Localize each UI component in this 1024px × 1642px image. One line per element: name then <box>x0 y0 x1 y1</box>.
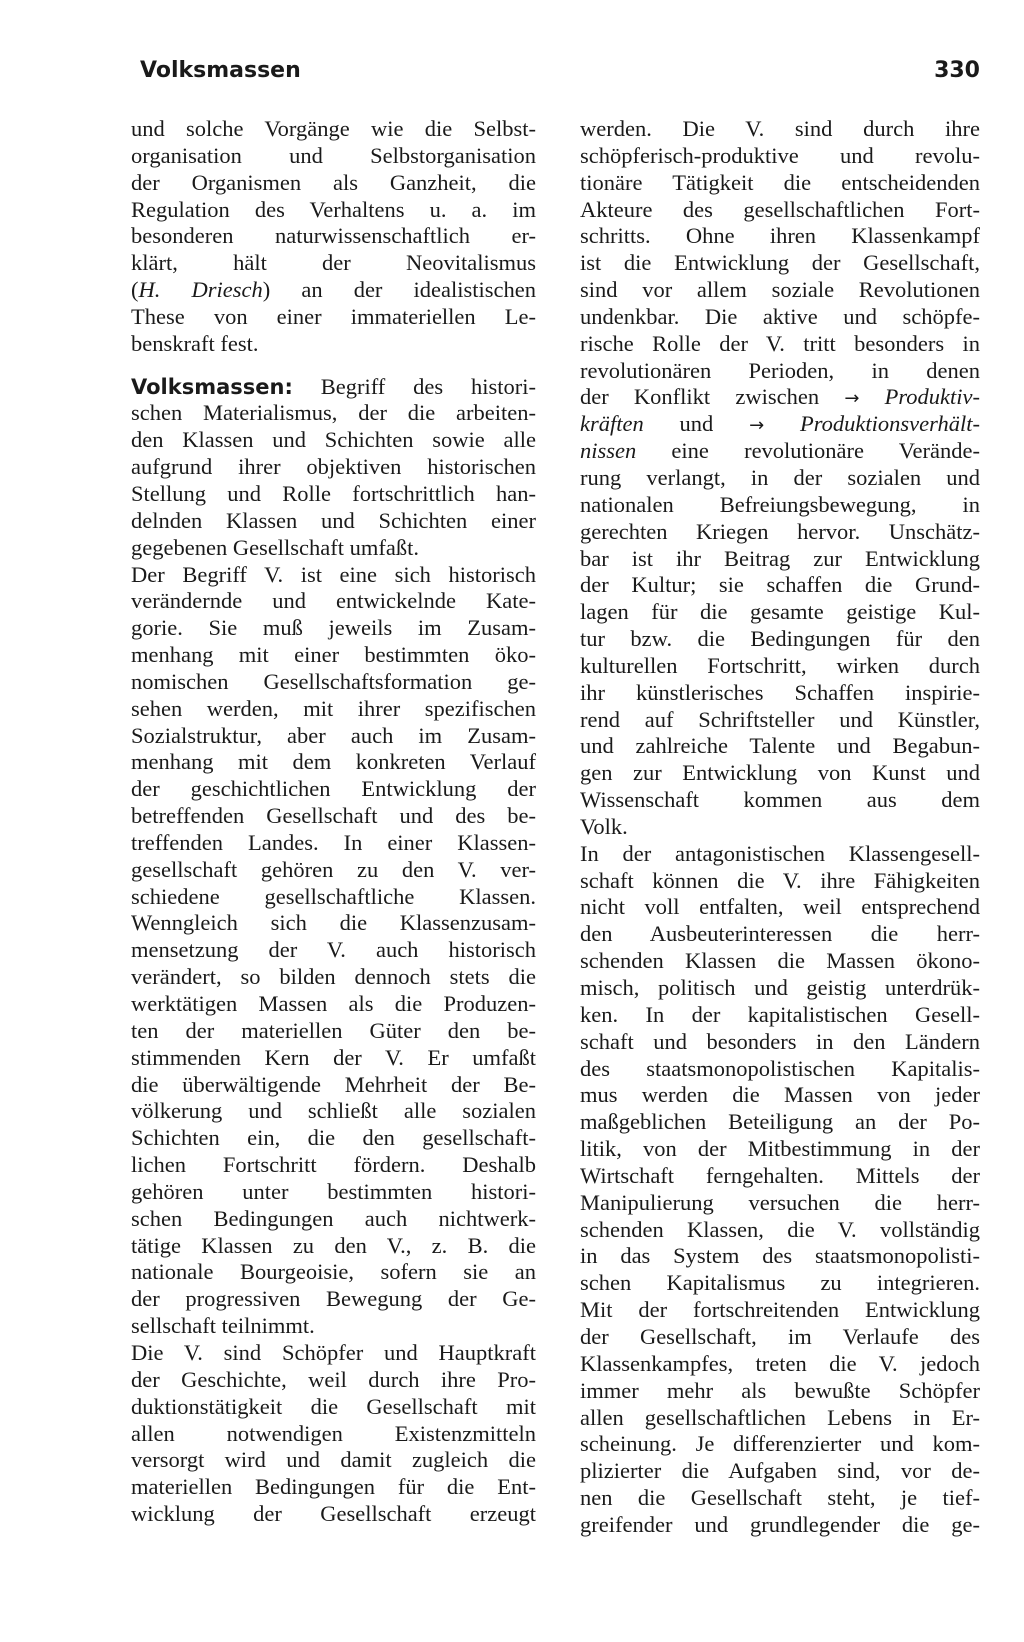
text-run: In der antagonistischen Klassengesell- <box>580 840 980 866</box>
text-run: sellschaft teilnimmt. <box>131 1313 315 1339</box>
text-line <box>131 1125 536 1152</box>
text-line <box>580 465 980 492</box>
text-line <box>131 1152 536 1179</box>
text-run: der geschichtlichen Entwicklung der <box>131 776 536 802</box>
text-run: verändernde und entwickelnde Kate- <box>131 588 536 614</box>
text-run: benskraft fest. <box>131 330 259 356</box>
text-line <box>580 358 980 385</box>
text-line <box>580 841 980 868</box>
text-line <box>131 723 536 750</box>
text-line <box>131 1259 536 1286</box>
text-run: und <box>643 411 750 437</box>
text-run: gerechten Kriegen hervor. Unschätz- <box>580 518 980 544</box>
text-line <box>131 857 536 884</box>
text-line <box>580 1243 980 1270</box>
italic-term: H. Driesch <box>138 277 263 303</box>
text-run: maßgeblichen Beteiligung an der Po- <box>580 1109 980 1135</box>
cross-reference-arrow-icon: → <box>844 388 860 410</box>
text-line <box>131 1286 536 1313</box>
text-run: betreffenden Gesellschaft und des be- <box>131 803 536 829</box>
running-head-title: Volksmassen <box>140 58 301 83</box>
text-line <box>580 304 980 331</box>
text-line <box>580 1002 980 1029</box>
cross-reference-arrow-icon: → <box>749 415 765 437</box>
text-line <box>580 197 980 224</box>
text-line <box>131 749 536 776</box>
text-line <box>580 599 980 626</box>
page-number: 330 <box>934 58 980 83</box>
text-run: gehören unter bestimmten histori- <box>131 1178 536 1204</box>
text-line <box>580 1082 980 1109</box>
text-line <box>580 894 980 921</box>
text-run: Begriff des histori- <box>292 373 536 399</box>
text-run: menhang mit dem konkreten Verlauf <box>131 749 536 775</box>
text-line <box>580 277 980 304</box>
text-line <box>580 733 980 760</box>
text-line <box>131 116 536 143</box>
text-line <box>131 1501 536 1528</box>
text-run: Manipulierung versuchen die herr- <box>580 1189 980 1215</box>
text-line <box>580 411 980 438</box>
text-run: Regulation des Verhaltens u. a. im <box>131 196 536 222</box>
text-line <box>131 1421 536 1448</box>
text-run: ( <box>131 277 139 303</box>
text-run <box>764 411 800 436</box>
text-run: misch, politisch und geistig unterdrük- <box>580 975 980 1000</box>
text-run: den Ausbeuterinteressen die herr- <box>580 921 980 947</box>
text-run <box>859 384 884 409</box>
text-line <box>580 680 980 707</box>
text-line <box>131 696 536 723</box>
italic-term: nissen <box>580 438 637 464</box>
text-line <box>580 814 980 841</box>
text-run: duktionstätigkeit die Gesellschaft mit <box>131 1393 536 1419</box>
text-line <box>131 1394 536 1421</box>
text-line <box>580 626 980 653</box>
text-run: schenden Klassen die Massen ökono- <box>580 948 980 974</box>
text-run: lagen für die gesamte geistige Kul- <box>580 599 980 625</box>
text-line <box>580 1431 980 1458</box>
text-run: Mit der fortschreitenden Entwicklung <box>580 1297 980 1323</box>
text-run: stimmenden Kern der V. Er umfaßt <box>131 1044 536 1070</box>
text-line <box>580 492 980 519</box>
text-line <box>131 277 536 304</box>
text-line <box>131 1179 536 1206</box>
text-run: organisation und Selbstorganisation <box>131 142 536 168</box>
text-line <box>580 116 980 143</box>
text-run: menhang mit einer bestimmten öko- <box>131 642 536 668</box>
text-run: den Klassen und Schichten sowie alle <box>131 427 536 453</box>
text-run: rische Rolle der V. tritt besonders in <box>580 330 980 356</box>
text-line <box>580 1297 980 1324</box>
text-line <box>131 562 536 589</box>
text-run: revolutionären Perioden, in denen <box>580 357 980 383</box>
text-run: nationalen Befreiungsbewegung, in <box>580 491 980 517</box>
text-run: und solche Vorgänge wie die Selbst- <box>131 116 536 141</box>
left-text-column <box>131 116 536 1528</box>
text-line <box>580 572 980 599</box>
text-line <box>131 170 536 197</box>
text-run: verändert, so bilden dennoch stets die <box>131 964 536 990</box>
text-line <box>580 170 980 197</box>
text-run: ten der materiellen Güter den be- <box>131 1017 536 1043</box>
text-line <box>131 1313 536 1340</box>
text-run: Die V. sind Schöpfer und Hauptkraft <box>131 1339 536 1365</box>
text-run: der progressiven Bewegung der Ge- <box>131 1286 536 1312</box>
text-run: litik, von der Mitbestimmung in der <box>580 1136 980 1162</box>
italic-term: Produktionsverhält- <box>800 411 980 437</box>
paragraph-gap <box>131 358 536 374</box>
text-run: treffenden Landes. In einer Klassen- <box>131 829 536 855</box>
text-run: der Kultur; sie schaffen die Grund- <box>580 572 980 598</box>
text-run: Volk. <box>580 813 628 839</box>
text-run: immer mehr als bewußte Schöpfer <box>580 1377 980 1403</box>
text-line <box>131 250 536 277</box>
text-line <box>131 400 536 427</box>
text-run: nen die Gesellschaft steht, je tief- <box>580 1485 980 1511</box>
text-line <box>131 803 536 830</box>
text-run: Der Begriff V. ist eine sich historisch <box>131 561 536 587</box>
text-line <box>580 250 980 277</box>
text-line <box>131 535 536 562</box>
text-line <box>131 964 536 991</box>
text-line <box>580 1136 980 1163</box>
text-line <box>580 1109 980 1136</box>
text-run: des staatsmonopolistischen Kapitalis- <box>580 1055 980 1081</box>
text-run: delnden Klassen und Schichten einer <box>131 507 536 533</box>
text-line <box>131 884 536 911</box>
text-line <box>131 1098 536 1125</box>
text-line <box>131 830 536 857</box>
text-run: wicklung der Gesellschaft erzeugt <box>131 1501 536 1527</box>
text-run: werktätigen Massen als die Produzen- <box>131 991 536 1016</box>
text-run: schaft und besonders in den Ländern <box>580 1028 980 1054</box>
text-line <box>131 669 536 696</box>
text-line <box>131 1447 536 1474</box>
text-run: These von einer immateriellen Le- <box>131 303 536 329</box>
text-run: schöpferisch-produktive und revolu- <box>580 142 980 168</box>
text-run: Schichten ein, die den gesellschaft- <box>131 1125 536 1151</box>
text-line <box>580 707 980 734</box>
text-run: Sozialstruktur, aber auch im Zusam- <box>131 722 536 748</box>
text-line <box>580 1485 980 1512</box>
text-line <box>131 642 536 669</box>
entry-headword: Volksmassen: <box>131 374 293 399</box>
text-line <box>580 1270 980 1297</box>
text-run: tätige Klassen zu den V., z. B. die <box>131 1232 536 1258</box>
text-run: nicht voll entfalten, weil entsprechend <box>580 894 980 920</box>
text-line <box>580 1217 980 1244</box>
text-run: rung verlangt, in der sozialen und <box>580 464 980 490</box>
text-line <box>580 1163 980 1190</box>
text-line <box>580 653 980 680</box>
text-line <box>131 481 536 508</box>
text-line <box>580 223 980 250</box>
text-run: der Konflikt zwischen <box>580 384 845 410</box>
text-run: und zahlreiche Talente und Begabun- <box>580 733 980 759</box>
text-line <box>131 331 536 358</box>
text-run: greifender und grundlegender die ge- <box>580 1511 980 1537</box>
text-line <box>580 1512 980 1539</box>
text-line <box>131 304 536 331</box>
text-run: tur bzw. die Bedingungen für den <box>580 626 980 652</box>
text-run: schritts. Ohne ihren Klassenkampf <box>580 223 980 249</box>
text-run: schen Bedingungen auch nichtwerk- <box>131 1205 536 1231</box>
text-run: ihr künstlerisches Schaffen inspirie- <box>580 679 980 705</box>
text-line <box>580 948 980 975</box>
text-line <box>580 546 980 573</box>
text-line <box>131 1340 536 1367</box>
text-line <box>131 427 536 454</box>
italic-term: kräften <box>580 411 644 437</box>
text-run: besonderen naturwissenschaftlich er- <box>131 223 536 249</box>
text-run: allen notwendigen Existenzmitteln <box>131 1420 536 1446</box>
text-run: der Organismen als Ganzheit, die <box>131 169 536 195</box>
text-run: mus werden die Massen von jeder <box>580 1082 980 1108</box>
text-line <box>131 1018 536 1045</box>
text-run: der Geschichte, weil durch ihre Pro- <box>131 1366 536 1392</box>
text-run: eine revolutionäre Verände- <box>636 438 980 464</box>
text-run: sehen werden, mit ihrer spezifischen <box>131 695 536 721</box>
text-line <box>131 508 536 535</box>
text-run: nomischen Gesellschaftsformation ge- <box>131 668 536 694</box>
italic-term: Produktiv- <box>884 384 980 410</box>
text-run: der Gesellschaft, im Verlaufe des <box>580 1323 980 1349</box>
text-run: in das System des staatsmonopolisti- <box>580 1243 980 1269</box>
text-run: lichen Fortschritt fördern. Deshalb <box>131 1152 536 1178</box>
text-run: Wirtschaft ferngehalten. Mittels der <box>580 1162 980 1188</box>
text-run: Wenngleich sich die Klassenzusam- <box>131 910 536 936</box>
text-run: ken. In der kapitalistischen Gesell- <box>580 1001 980 1027</box>
text-run: allen gesellschaftlichen Lebens in Er- <box>580 1404 980 1430</box>
text-line <box>580 1324 980 1351</box>
text-run: plizierter die Aufgaben sind, vor de- <box>580 1458 980 1484</box>
text-run: nationale Bourgeoisie, sofern sie an <box>131 1259 536 1285</box>
text-run: Stellung und Rolle fortschrittlich han- <box>131 480 536 506</box>
text-run: Akteure des gesellschaftlichen Fort- <box>580 196 980 222</box>
text-line <box>131 1045 536 1072</box>
text-run: schen Materialismus, der die arbeiten- <box>131 400 536 426</box>
text-line <box>131 1206 536 1233</box>
text-line <box>580 1029 980 1056</box>
text-line <box>131 143 536 170</box>
text-line <box>580 519 980 546</box>
text-run: aufgrund ihrer objektiven historischen <box>131 454 536 480</box>
text-run: gorie. Sie muß jeweils im Zusam- <box>131 615 536 641</box>
text-run: rend auf Schriftsteller und Künstler, <box>580 706 980 732</box>
text-line <box>580 1351 980 1378</box>
text-line <box>131 454 536 481</box>
text-run: ist die Entwicklung der Gesellschaft, <box>580 250 980 276</box>
text-line <box>580 143 980 170</box>
text-line <box>580 868 980 895</box>
text-run: werden. Die V. sind durch ihre <box>580 116 980 141</box>
text-line <box>131 615 536 642</box>
text-line <box>580 1056 980 1083</box>
text-run: mensetzung der V. auch historisch <box>131 937 536 963</box>
text-line <box>580 1405 980 1432</box>
text-line <box>580 787 980 814</box>
text-run: schaft können die V. ihre Fähigkeiten <box>580 867 980 893</box>
text-line <box>580 921 980 948</box>
text-run: Klassenkampfes, treten die V. jedoch <box>580 1350 980 1376</box>
text-line <box>131 910 536 937</box>
text-run: scheinung. Je differenzierter und kom- <box>580 1431 980 1457</box>
text-run: ) an der idealistischen <box>262 277 536 303</box>
text-line <box>131 937 536 964</box>
text-run: die überwältigende Mehrheit der Be- <box>131 1071 536 1097</box>
text-run: kulturellen Fortschritt, wirken durch <box>580 652 980 678</box>
text-line <box>131 374 536 401</box>
text-run: gegebenen Gesellschaft umfaßt. <box>131 534 420 560</box>
text-line <box>131 197 536 224</box>
text-run: bar ist ihr Beitrag zur Entwicklung <box>580 545 980 571</box>
text-line <box>131 1367 536 1394</box>
text-run: versorgt wird und damit zugleich die <box>131 1447 536 1473</box>
text-run: gen zur Entwicklung von Kunst und <box>580 760 980 786</box>
right-text-column <box>580 116 980 1539</box>
text-run: völkerung und schließt alle sozialen <box>131 1098 536 1124</box>
text-line <box>580 438 980 465</box>
text-line <box>131 1072 536 1099</box>
text-run: sind vor allem soziale Revolutionen <box>580 277 980 303</box>
text-run: klärt, hält der Neovitalismus <box>131 250 536 276</box>
text-line <box>580 331 980 358</box>
text-line <box>131 991 536 1018</box>
text-run: schen Kapitalismus zu integrieren. <box>580 1270 980 1296</box>
text-line <box>131 223 536 250</box>
text-line <box>131 1233 536 1260</box>
text-line <box>580 1458 980 1485</box>
text-run: schenden Klassen, die V. vollständig <box>580 1216 980 1242</box>
text-line <box>580 1378 980 1405</box>
text-run: gesellschaft gehören zu den V. ver- <box>131 856 536 882</box>
text-line <box>131 776 536 803</box>
text-run: materiellen Bedingungen für die Ent- <box>131 1474 536 1500</box>
text-line <box>580 975 980 1002</box>
text-line <box>580 760 980 787</box>
text-line <box>131 1474 536 1501</box>
text-run: tionäre Tätigkeit die entscheidenden <box>580 169 980 195</box>
text-line <box>580 1190 980 1217</box>
text-line <box>580 384 980 411</box>
text-line <box>131 588 536 615</box>
text-run: undenkbar. Die aktive und schöpfe- <box>580 303 980 329</box>
text-run: Wissenschaft kommen aus dem <box>580 787 980 813</box>
running-head <box>130 58 980 92</box>
text-run: schiedene gesellschaftliche Klassen. <box>131 883 536 909</box>
